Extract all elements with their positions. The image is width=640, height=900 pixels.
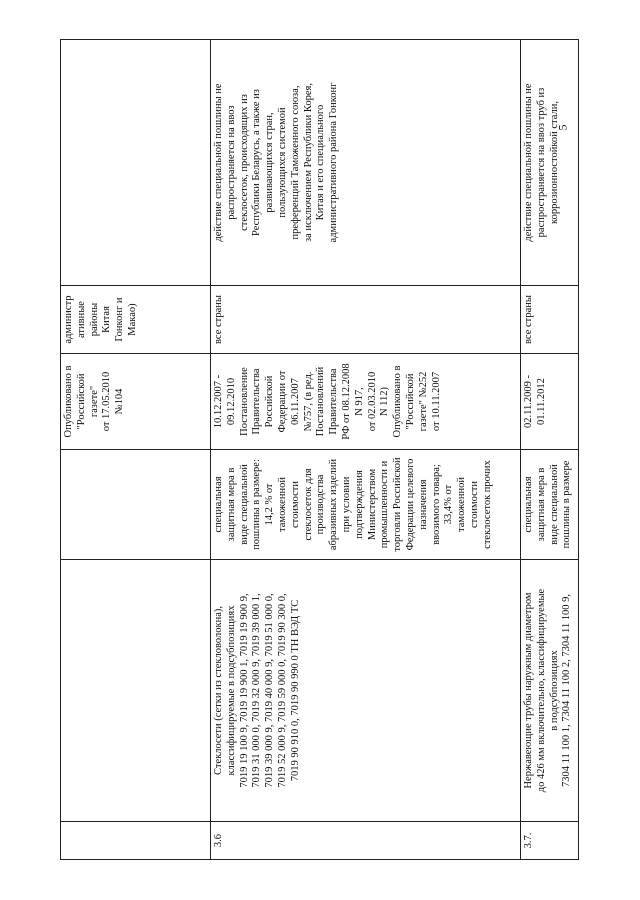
note-cell <box>211 40 521 286</box>
published-text: Опубликовано в "Российской газете" от 17.05.2010 №104 <box>63 365 126 438</box>
published-text: 02.11.2009 - 01.11.2012 <box>523 375 547 428</box>
territory-text: все страны <box>523 295 534 344</box>
row-number-cell <box>211 822 521 860</box>
measure-text: специальная защитная мера в виде специальной пошлины в размере <box>523 460 573 549</box>
note-text: действие специальной пошлины не распространяется на ввоз труб из коррозионностойкой стали, <box>523 83 560 242</box>
measure-cell <box>211 450 521 560</box>
measures-table <box>60 39 579 860</box>
rotated-page-content <box>60 40 580 860</box>
note-cell <box>61 40 211 286</box>
row-number-cell <box>521 822 579 860</box>
row-number: 3.7. <box>523 832 534 849</box>
product-cell <box>61 560 211 822</box>
product-text: Нержавеющие трубы наружным диаметром до 426 мм включительно, классифицируемые в подсубпозициях 7304 11 100 1, 7304 11 100 2, 7304 11 100 9, <box>523 588 573 793</box>
measure-cell <box>521 450 579 560</box>
territory-cell <box>211 286 521 354</box>
page-number: 5 <box>555 124 570 131</box>
published-text: 10.12.2007 - 09.12.2010 Постановление Правительства Российской Федерации от 06.11.2007 №757, (в ред. Постановлений Правительства РФ от 08.12.2008 N 917, от 02.03.2010 N 112) Опубликовано в "Российской газете" №252 от 10.11.2007 <box>213 363 442 440</box>
published-cell <box>61 354 211 450</box>
published-cell <box>521 354 579 450</box>
product-text: Стеклосети (сетки из стекловолокна), классифицируемые в подсубпозициях 7019 19 100 9, 7019 19 900 1, 7019 19 900 9, 7019 31 000 0, 7019 32 000 9, 7019 39 000 1, 7019 39 000 9, 7019 40 000 9, 7019 51 000 0, 7019 52 000 9, 7019 59 000 0, 7019 90 300 0, 7019 90 910 0, 7019 90 990 0 ТН ВЭД ТС <box>213 593 301 788</box>
row-number: 3.6 <box>213 833 224 848</box>
table-row <box>211 40 521 860</box>
measure-cell <box>61 450 211 560</box>
note-cell <box>521 40 579 286</box>
published-cell <box>211 354 521 450</box>
row-number-cell <box>61 822 211 860</box>
table-row <box>61 40 211 860</box>
table-row <box>521 40 579 860</box>
note-text: действие специальной пошлины не распространяется на ввоз стеклосеток, происходящих из Республики Беларусь, а также из развивающихся стран, пользующихся системой преференций Таможенного союза, за исключением Республики Корея, Китая и его специального административного района Гонконг <box>213 82 340 243</box>
territory-text: все страны <box>213 295 224 344</box>
product-cell <box>211 560 521 822</box>
territory-cell <box>61 286 211 354</box>
territory-text: администр ативные районы Китая Гонконг и Макао) <box>63 295 138 344</box>
product-cell <box>521 560 579 822</box>
territory-cell <box>521 286 579 354</box>
measure-text: специальная защитная мера в виде специальной пошлины в размере: 14,2 % от таможенной стоимости стеклосеток для производства абразивных изделий при условии подтверждения Министерством промышленности и торговли Российской Федерации целевого назначения ввозимого товара; 33,4% от таможенной стоимости стеклосеток прочих <box>213 457 493 552</box>
